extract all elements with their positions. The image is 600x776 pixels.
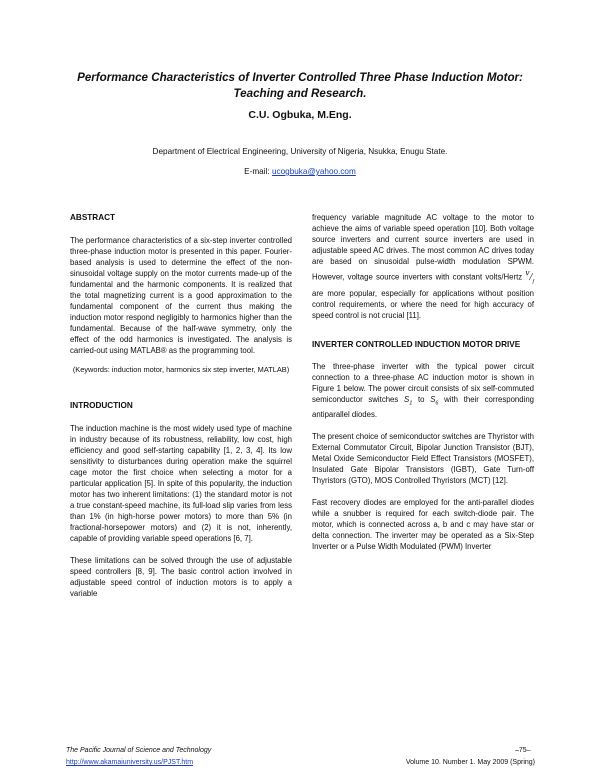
inverter-heading: INVERTER CONTROLLED INDUCTION MOTOR DRIVE	[312, 339, 521, 349]
s6-letter: S	[430, 394, 436, 404]
vf-f: f	[532, 278, 535, 285]
email-line	[60, 167, 540, 176]
affiliation: Department of Electrical Engineering, University of Nigeria, Nsukka, Enugu State.	[152, 147, 448, 156]
right-paragraph-1	[312, 361, 534, 421]
footer-volume: Volume 10. Number 1. May 2009 (Spring)	[405, 759, 535, 766]
to-word: to	[417, 394, 425, 404]
email-label: E-mail:	[244, 167, 270, 176]
intro-paragraph-1: The induction machine is the most widely used type of machine in industry because of its robustness, reliability, low cost, high efficiency and good self-starting capability [1, 2, 3, 4]. Its low sensitivity to disturbances during operation make the squirrel cage motor the first choice when selecting a motor for a particular application [5]. In spite of this popularity, the induction motor has two inherent limitations: (1) the standard motor is not a true constant-speed machine, its full-load slip varies from less than 1% (in high-horse power motors) to more than 5% (in fractional-horsepower motors) and (2) it is not, inherently, capable of providing variable speed operations [6, 7].	[70, 424, 292, 543]
left-column	[70, 212, 292, 599]
s6-sub: 6	[435, 400, 439, 407]
authors: C.U. Ogbuka, M.Eng.	[248, 109, 352, 121]
title-line-2: Teaching and Research.	[233, 87, 367, 100]
s1-sub: 1	[409, 400, 413, 407]
right-column	[312, 212, 534, 552]
vf-v: v	[525, 267, 530, 277]
right-p0-part-b: are more popular, especially for applications without position control requirements, or where the need for high accuracy of speed control is not crucial [11].	[312, 288, 534, 320]
footer-page-number: –75–	[515, 747, 531, 754]
right-p0-part-a: frequency variable magnitude AC voltage to the motor to achieve the aims of variable speed operation [10]. Both voltage source inverters and current source inverters are used in adjustable speed AC drives. The most common AC drives today are based on sinusoidal pulse-width modulation SPWM. However, voltage source inverters with constant volts/Hertz	[312, 213, 534, 282]
switch-s1	[404, 394, 413, 407]
abstract-body: The performance characteristics of a six-step inverter controlled three-phase induction motor is presented in this paper. Fourier-based analysis is used to determine the effect of the non-sinusoidal voltage supply on the motor currents made-up of the fundamental and the harmonic components. It is realized that the total magnetizing current is a good approximation to the fundamental component of the current thus making the induction motor respond negligibly to harmonics higher than the fundamental. Because of the half-wave symmetry, only the effect of the odd harmonics is investigated. The analysis is carried-out using MATLAB® as the programming tool.	[70, 236, 292, 355]
right-p1-part-a: The three-phase inverter with the typical power circuit connection to a three-phase AC induction motor is shown in Figure 1 below. The power circuit consists of six self-commuted semiconductor switches	[312, 361, 534, 404]
paper-title	[60, 70, 540, 102]
right-paragraph-3: Fast recovery diodes are employed for the anti-parallel diodes while a snubber is required for each switch-diode pair. The motor, which is connected across a, b and c may have star or delta connection. The inverter may be operated as a Six-Step Inverter or a Pulse Width Modulated (PWM) Inverter	[312, 498, 534, 552]
footer-url-link[interactable]: http://www.akamaiuniversity.us/PJST.htm	[66, 759, 194, 766]
intro-paragraph-2: These limitations can be solved through the use of adjustable speed controllers [8, 9]. The basic control action involved in adjustable speed control of induction motors is to apply a variable	[70, 556, 292, 598]
email-link[interactable]: ucogbuka@yahoo.com	[271, 167, 356, 176]
right-paragraph-2: The present choice of semiconductor switches are Thyristor with External Commutator Circuit, Bipolar Junction Transistor (BJT), Metal Oxide Semiconductor Field Effect Transistors (MOSFET), Insulated Gate Bipolar Transistors (IGBT), Gate Turn-off Thyristors (GTO), MOS Controlled Thyristors (MCT) [12].	[312, 432, 534, 486]
title-line-1: Performance Characteristics of Inverter Controlled Three Phase Induction Motor:	[77, 71, 523, 84]
keywords: (Keywords: induction motor, harmonics six step inverter, MATLAB)	[72, 365, 290, 374]
switch-s6	[430, 394, 439, 407]
footer-journal: The Pacific Journal of Science and Technology	[66, 747, 212, 754]
footer-url-line	[66, 759, 193, 766]
volts-per-hertz-symbol: $^v/_f$	[525, 267, 535, 285]
right-p1-part-b: with their corresponding antiparallel diodes.	[312, 394, 534, 420]
abstract-heading: ABSTRACT	[70, 213, 116, 222]
introduction-heading: INTRODUCTION	[70, 401, 133, 410]
s1-letter: S	[404, 394, 410, 404]
right-paragraph-0	[312, 212, 534, 321]
